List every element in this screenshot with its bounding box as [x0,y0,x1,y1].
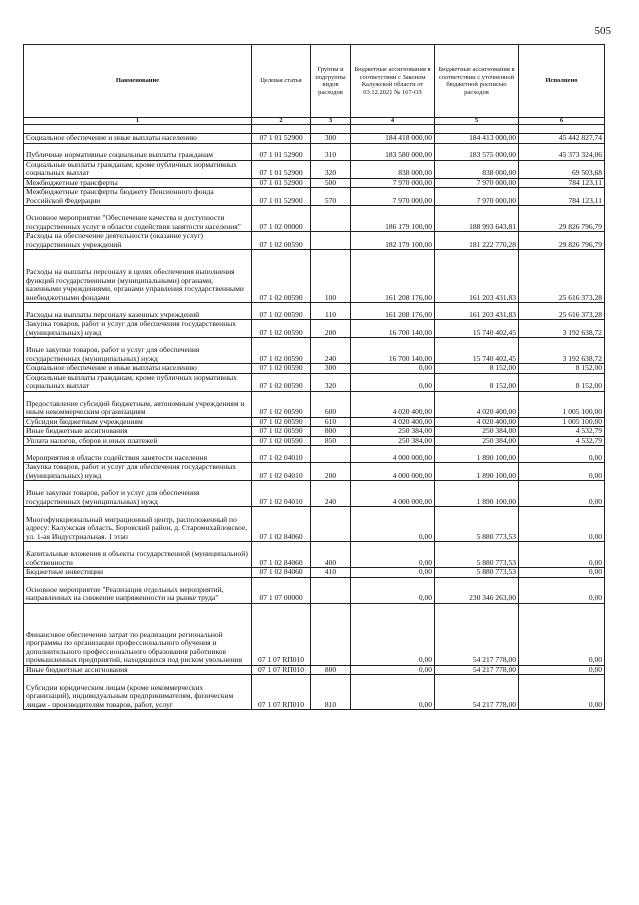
row-expense-group: 300 [311,134,351,144]
row-expense-group: 570 [311,188,351,206]
column-number: 6 [519,118,605,125]
row-law-allocation: 4 000 000,00 [351,446,435,463]
row-target-article: 07 1 02 00590 [252,320,311,338]
row-revised-allocation: 7 970 000,00 [435,188,519,206]
row-expense-group: 800 [311,665,351,675]
row-law-allocation: 161 208 176,00 [351,303,435,320]
row-executed: 0,00 [519,603,605,665]
row-expense-group: 400 [311,542,351,568]
row-name: Социальное обеспечение и иные выплаты населению [24,364,252,374]
table-row [24,160,605,178]
row-revised-allocation: 54 217 778,00 [435,675,519,710]
row-revised-allocation: 161 203 431,83 [435,250,519,303]
row-revised-allocation: 5 880 773,53 [435,507,519,542]
table-row [24,250,605,303]
row-executed: 45 373 324,06 [519,143,605,160]
row-target-article: 07 1 02 00590 [252,391,311,417]
row-executed: 8 152,00 [519,373,605,391]
row-target-article: 07 1 07 RП010 [252,603,311,665]
table-row [24,665,605,675]
row-expense-group: 320 [311,373,351,391]
row-expense-group: 320 [311,160,351,178]
table-row [24,417,605,427]
table-row [24,303,605,320]
header-row [24,45,605,118]
row-revised-allocation: 15 740 402,45 [435,338,519,364]
row-law-allocation: 4 020 400,00 [351,391,435,417]
spacer-row [24,125,605,134]
row-revised-allocation: 250 384,00 [435,436,519,446]
table-row [24,178,605,188]
row-target-article: 07 1 02 00590 [252,338,311,364]
table-row [24,463,605,481]
row-expense-group: 610 [311,417,351,427]
row-revised-allocation: 1 890 100,00 [435,463,519,481]
row-name: Капитальные вложения в объекты государственной (муниципальной) собственности [24,542,252,568]
row-target-article: 07 1 02 00590 [252,427,311,437]
row-expense-group: 240 [311,338,351,364]
row-executed: 25 616 373,28 [519,250,605,303]
column-number: 2 [252,118,311,125]
table-row [24,427,605,437]
row-executed: 0,00 [519,463,605,481]
row-revised-allocation: 188 993 643,81 [435,206,519,232]
row-expense-group [311,206,351,232]
row-name: Социальное обеспечение и иные выплаты населению [24,134,252,144]
row-law-allocation: 7 970 000,00 [351,178,435,188]
row-target-article: 07 1 02 00000 [252,206,311,232]
row-law-allocation: 0,00 [351,675,435,710]
table-row [24,364,605,374]
header-executed: Исполнено [519,45,605,118]
header-expense-group: Группы и подгруппы видов расходов [311,45,351,118]
row-expense-group: 810 [311,675,351,710]
row-revised-allocation: 1 890 100,00 [435,446,519,463]
row-target-article: 07 1 02 00590 [252,417,311,427]
row-expense-group: 100 [311,250,351,303]
row-name: Иные закупки товаров, работ и услуг для обеспечения государственных (муниципальных) нужд [24,338,252,364]
row-revised-allocation: 1 890 100,00 [435,481,519,507]
row-revised-allocation: 230 346 263,00 [435,577,519,603]
row-law-allocation: 0,00 [351,373,435,391]
row-target-article: 07 1 07 RП010 [252,675,311,710]
row-law-allocation: 16 700 140,00 [351,338,435,364]
row-executed: 8 152,00 [519,364,605,374]
row-expense-group: 310 [311,143,351,160]
column-number: 4 [351,118,435,125]
row-name: Расходы на выплаты персоналу в целях обеспечения выполнения функций государственными (муниципальными) органами, казенными учреждениями, органами управления государственными внебюджетными фондами [24,250,252,303]
row-law-allocation: 0,00 [351,665,435,675]
row-law-allocation: 4 020 400,00 [351,417,435,427]
row-executed: 0,00 [519,481,605,507]
table-row [24,134,605,144]
row-expense-group: 500 [311,178,351,188]
column-number-row [24,118,605,125]
row-revised-allocation: 181 222 770,28 [435,232,519,250]
row-expense-group [311,232,351,250]
row-executed: 0,00 [519,446,605,463]
row-name: Мероприятия в области содействия занятости населения [24,446,252,463]
row-name: Многофункциональный миграционный центр, расположенный по адресу: Калужская область, Боровский район, д. Старомихайловское, ул. 1-ая Индустриальная. 1 этап [24,507,252,542]
column-number: 1 [24,118,252,125]
row-expense-group [311,603,351,665]
table-row [24,232,605,250]
row-revised-allocation: 4 020 400,00 [435,417,519,427]
row-executed: 3 192 638,72 [519,338,605,364]
row-revised-allocation: 8 152,00 [435,364,519,374]
row-executed: 29 826 796,79 [519,232,605,250]
table-row [24,446,605,463]
table-row [24,542,605,568]
row-law-allocation: 184 418 000,00 [351,134,435,144]
table-row [24,143,605,160]
row-name: Иные бюджетные ассигнования [24,427,252,437]
row-name: Социальные выплаты гражданам, кроме публичных нормативных социальных выплат [24,373,252,391]
row-name: Уплата налогов, сборов и иных платежей [24,436,252,446]
row-expense-group: 110 [311,303,351,320]
row-executed: 4 532,79 [519,436,605,446]
table-row [24,338,605,364]
table-row [24,675,605,710]
row-name: Публичные нормативные социальные выплаты гражданам [24,143,252,160]
row-expense-group [311,507,351,542]
row-executed: 69 503,68 [519,160,605,178]
row-law-allocation: 16 700 140,00 [351,320,435,338]
row-expense-group [311,446,351,463]
row-expense-group: 200 [311,463,351,481]
row-target-article: 07 1 07 RП010 [252,665,311,675]
row-law-allocation: 7 970 000,00 [351,188,435,206]
header-name: Наименование [24,45,252,118]
row-law-allocation: 161 208 176,00 [351,250,435,303]
row-executed: 4 532,79 [519,427,605,437]
row-law-allocation: 182 179 100,00 [351,232,435,250]
row-target-article: 07 1 02 04010 [252,446,311,463]
row-executed: 0,00 [519,577,605,603]
row-expense-group: 300 [311,364,351,374]
row-revised-allocation: 184 413 000,00 [435,134,519,144]
row-revised-allocation: 161 203 431,83 [435,303,519,320]
row-revised-allocation: 5 880 773,53 [435,542,519,568]
row-law-allocation: 0,00 [351,568,435,578]
table-row [24,481,605,507]
table-row [24,206,605,232]
budget-table [23,44,605,710]
row-revised-allocation: 15 740 402,45 [435,320,519,338]
header-revised-allocation: Бюджетные ассигнования в соответствии с уточненной бюджетной росписью расходов [435,45,519,118]
table-row [24,507,605,542]
row-name: Субсидии юридическим лицам (кроме некоммерческих организаций), индивидуальным предпринимателям, физическим лицам - производителям товаров, работ, услуг [24,675,252,710]
row-target-article: 07 1 01 52900 [252,134,311,144]
row-executed: 25 616 373,28 [519,303,605,320]
row-target-article: 07 1 02 04010 [252,481,311,507]
column-number: 5 [435,118,519,125]
row-target-article: 07 1 02 00590 [252,436,311,446]
row-target-article: 07 1 02 00590 [252,232,311,250]
table-row [24,577,605,603]
row-target-article: 07 1 02 00590 [252,250,311,303]
row-law-allocation: 186 179 100,00 [351,206,435,232]
row-law-allocation: 4 000 000,00 [351,463,435,481]
row-name: Финансовое обеспечение затрат по реализации региональной программы по организации профессионального обучения и дополнительного профессионального образования работников промышленных предприятий, находящихся под риском увольнения [24,603,252,665]
row-target-article: 07 1 01 52900 [252,160,311,178]
row-law-allocation: 0,00 [351,364,435,374]
row-revised-allocation: 5 880 773,53 [435,568,519,578]
row-law-allocation: 0,00 [351,603,435,665]
row-executed: 784 123,11 [519,178,605,188]
row-name: Закупка товаров, работ и услуг для обеспечения государственных (муниципальных) нужд [24,320,252,338]
row-revised-allocation: 4 020 400,00 [435,391,519,417]
row-law-allocation: 250 384,00 [351,427,435,437]
row-law-allocation: 838 000,00 [351,160,435,178]
row-name: Межбюджетные трансферты бюджету Пенсионного фонда Российской Федерации [24,188,252,206]
row-name: Иные закупки товаров, работ и услуг для обеспечения государственных (муниципальных) нужд [24,481,252,507]
row-name: Расходы на обеспечение деятельности (оказание услуг) государственных учреждений [24,232,252,250]
table-row [24,391,605,417]
row-executed: 1 005 100,00 [519,391,605,417]
row-name: Межбюджетные трансферты [24,178,252,188]
table-row [24,373,605,391]
row-expense-group: 200 [311,320,351,338]
row-revised-allocation: 250 384,00 [435,427,519,437]
row-revised-allocation: 838 000,00 [435,160,519,178]
table-row [24,320,605,338]
header-law-allocation: Бюджетные ассигнования в соответствии с Законом Калужской области от 03.12.2021 № 167-ОЗ [351,45,435,118]
row-law-allocation: 183 580 000,00 [351,143,435,160]
row-name: Основное мероприятие "Обеспечение качества и доступности государственных услуг в области содействия занятости населения" [24,206,252,232]
row-executed: 1 005 100,00 [519,417,605,427]
row-name: Закупка товаров, работ и услуг для обеспечения государственных (муниципальных) нужд [24,463,252,481]
row-law-allocation: 0,00 [351,542,435,568]
row-name: Бюджетные инвестиции [24,568,252,578]
table-body [24,118,605,710]
row-target-article: 07 1 02 00590 [252,373,311,391]
row-executed: 0,00 [519,665,605,675]
page-number: 505 [594,25,611,37]
row-target-article: 07 1 02 84060 [252,507,311,542]
row-target-article: 07 1 01 52900 [252,178,311,188]
row-law-allocation: 250 384,00 [351,436,435,446]
row-executed: 784 123,11 [519,188,605,206]
row-name: Расходы на выплаты персоналу казенных учреждений [24,303,252,320]
table-row [24,603,605,665]
row-expense-group: 800 [311,427,351,437]
row-name: Субсидии бюджетным учреждениям [24,417,252,427]
row-law-allocation: 4 000 000,00 [351,481,435,507]
row-executed: 45 442 827,74 [519,134,605,144]
row-executed: 0,00 [519,507,605,542]
row-expense-group: 240 [311,481,351,507]
column-number: 3 [311,118,351,125]
row-law-allocation: 0,00 [351,577,435,603]
row-executed: 0,00 [519,542,605,568]
row-target-article: 07 1 07 00000 [252,577,311,603]
row-target-article: 07 1 02 00590 [252,364,311,374]
row-revised-allocation: 8 152,00 [435,373,519,391]
row-revised-allocation: 54 217 778,00 [435,665,519,675]
table-row [24,436,605,446]
row-expense-group: 850 [311,436,351,446]
row-executed: 3 192 638,72 [519,320,605,338]
header-target-article: Целевая статья [252,45,311,118]
row-target-article: 07 1 01 52900 [252,188,311,206]
row-target-article: 07 1 02 84060 [252,542,311,568]
row-executed: 29 826 796,79 [519,206,605,232]
row-target-article: 07 1 02 00590 [252,303,311,320]
row-name: Основное мероприятие "Реализация отдельных мероприятий, направленных на снижение напряженности на рынке труда" [24,577,252,603]
row-law-allocation: 0,00 [351,507,435,542]
row-name: Предоставление субсидий бюджетным, автономным учреждениям и иным некоммерческим организациям [24,391,252,417]
row-expense-group: 600 [311,391,351,417]
row-expense-group: 410 [311,568,351,578]
row-revised-allocation: 183 575 000,00 [435,143,519,160]
table-row [24,188,605,206]
row-name: Социальные выплаты гражданам, кроме публичных нормативных социальных выплат [24,160,252,178]
table-row [24,568,605,578]
row-target-article: 07 1 02 04010 [252,463,311,481]
row-expense-group [311,577,351,603]
row-name: Иные бюджетные ассигнования [24,665,252,675]
row-executed: 0,00 [519,675,605,710]
row-revised-allocation: 7 970 000,00 [435,178,519,188]
row-target-article: 07 1 02 84060 [252,568,311,578]
row-revised-allocation: 54 217 778,00 [435,603,519,665]
row-target-article: 07 1 01 52900 [252,143,311,160]
row-executed: 0,00 [519,568,605,578]
